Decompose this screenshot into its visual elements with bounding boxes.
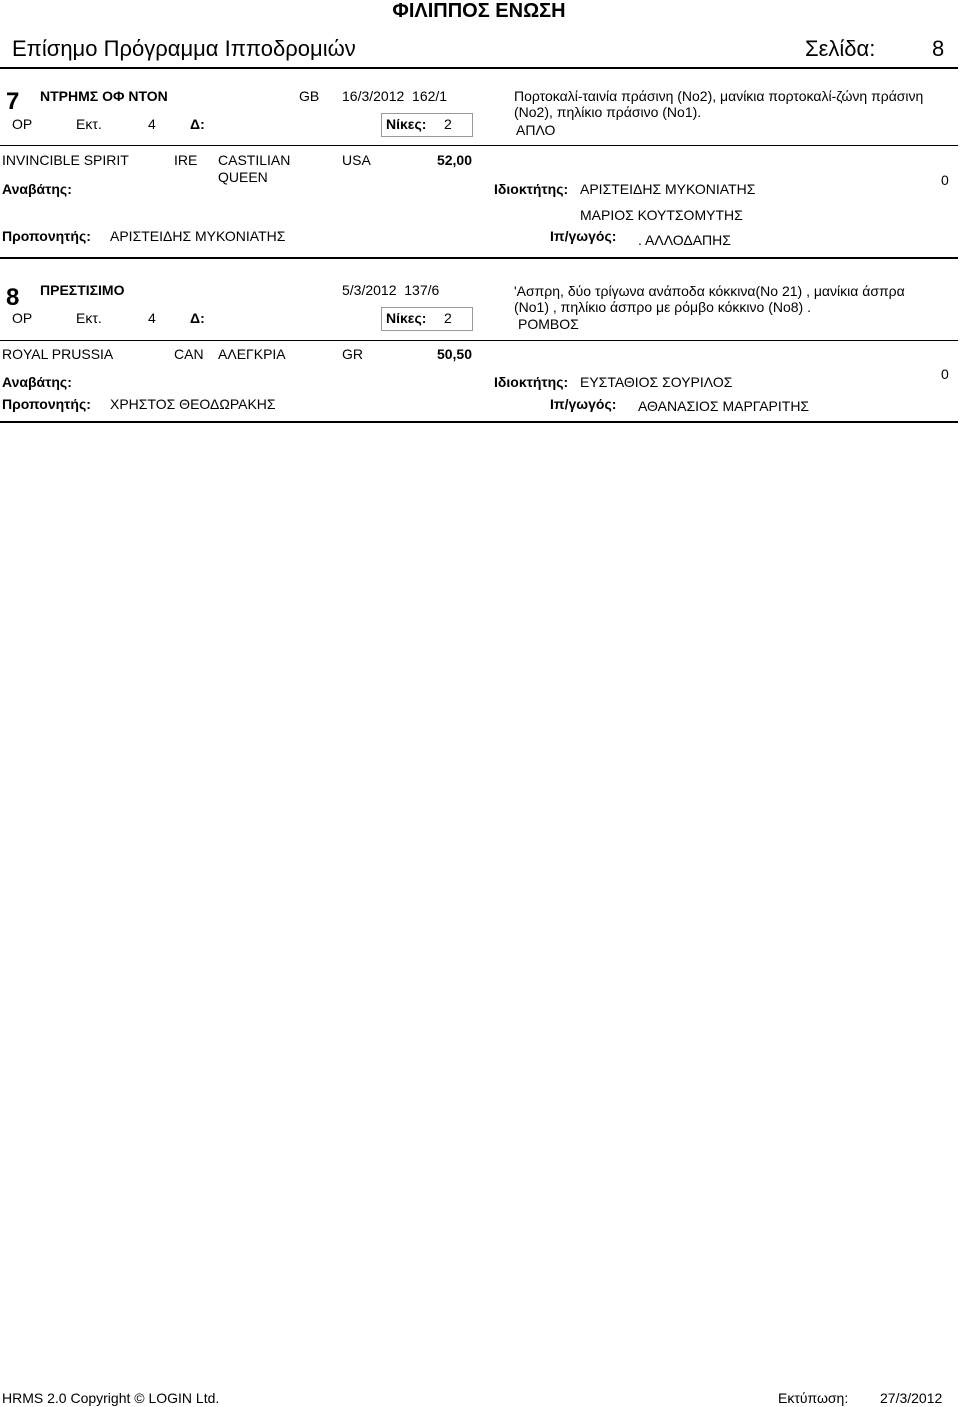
owner-label: Ιδιοκτήτης:	[494, 374, 569, 390]
page-title: Επίσημο Πρόγραμμα Ιπποδρομιών	[12, 36, 356, 61]
delta-label: Δ:	[190, 116, 205, 132]
dam-country: GR	[342, 346, 363, 362]
wins-value: 2	[444, 116, 452, 132]
ek-label: Εκτ.	[76, 310, 102, 326]
ek-value: 4	[148, 310, 156, 326]
dam-name-line-1: CASTILIAN	[218, 152, 291, 168]
trainer-name: ΧΡΗΣΤΟΣ ΘΕΟΔΩΡΑΚΗΣ	[110, 396, 276, 412]
trainer-label: Προπονητής:	[2, 228, 91, 244]
count-value: 0	[941, 366, 949, 382]
print-label: Εκτύπωση:	[778, 1390, 849, 1406]
horse-name: ΝΤΡΗΜΣ ΟΦ ΝΤΟΝ	[40, 88, 168, 104]
silks-line-1: 'Ασπρη, δύο τρίγωνα ανάποδα κόκκινα(Νο 21) , μανίκια άσπρα	[514, 283, 905, 299]
silks-line-2: (Νο2), πηλίκιο πράσινο (Νο1).	[514, 104, 702, 120]
code: ΟΡ	[12, 310, 33, 326]
ek-value: 4	[148, 116, 156, 132]
breeder-name: . ΑΛΛΟΔΑΠΗΣ	[638, 232, 731, 248]
horse-name: ΠΡΕΣΤΙΣΙΜΟ	[40, 282, 125, 298]
entry-end-divider	[0, 421, 958, 423]
owner-name: ΕΥΣΤΑΘΙΟΣ ΣΟΥΡΙΛΟΣ	[580, 374, 733, 390]
code: ΟΡ	[12, 116, 33, 132]
entry-divider	[0, 145, 958, 146]
weight: 52,00	[436, 152, 472, 168]
dam-country: USA	[342, 152, 371, 168]
silks-line-1: Πορτοκαλί-ταινία πράσινη (Νο2), μανίκια πορτοκαλί-ζώνη πράσινη	[514, 88, 924, 104]
trainer-name: ΑΡΙΣΤΕΙΔΗΣ ΜΥΚΟΝΙΑΤΗΣ	[110, 228, 286, 244]
entry-number: 7	[6, 88, 20, 115]
wins-box	[381, 113, 473, 137]
rider-label: Αναβάτης:	[2, 181, 72, 197]
delta-label: Δ:	[190, 310, 205, 326]
header-divider	[0, 67, 958, 69]
owner-label: Ιδιοκτήτης:	[494, 181, 569, 197]
page-label: Σελίδα:	[805, 36, 876, 61]
wins-label: Νίκες:	[386, 116, 427, 132]
copyright-text: HRMS 2.0 Copyright © LOGIN Ltd.	[2, 1390, 220, 1406]
wins-box	[381, 307, 473, 331]
trainer-label: Προπονητής:	[2, 396, 91, 412]
weight: 50,50	[436, 346, 472, 362]
breeder-label: Ιπ/γωγός:	[550, 396, 617, 412]
entry-divider	[0, 340, 958, 341]
count-value: 0	[941, 172, 949, 188]
print-date: 27/3/2012	[880, 1390, 943, 1406]
sire-country: CAN	[174, 346, 204, 362]
wins-label: Νίκες:	[386, 310, 427, 326]
silks-pattern: ΑΠΛΟ	[516, 122, 556, 138]
wins-value: 2	[444, 310, 452, 326]
date-rating: 16/3/2012 162/1	[342, 88, 448, 104]
co-owner-name: ΜΑΡΙΟΣ ΚΟΥΤΣΟΜΥΤΗΣ	[580, 207, 743, 223]
entry-number: 8	[6, 284, 20, 311]
silks-line-2: (Νο1) , πηλίκιο άσπρο με ρόμβο κόκκινο (Νο8) .	[514, 299, 811, 315]
breeder-name: ΑΘΑΝΑΣΙΟΣ ΜΑΡΓΑΡΙΤΗΣ	[638, 398, 810, 414]
rider-label: Αναβάτης:	[2, 374, 72, 390]
sire-name: INVINCIBLE SPIRIT	[2, 152, 129, 168]
sire-country: IRE	[174, 152, 198, 168]
page-number: 8	[932, 36, 945, 61]
silks-pattern: ΡΟΜΒΟΣ	[518, 316, 579, 332]
horse-country: GB	[299, 88, 320, 104]
dam-name: ΑΛΕΓΚΡΙΑ	[218, 346, 286, 362]
owner-name: ΑΡΙΣΤΕΙΔΗΣ ΜΥΚΟΝΙΑΤΗΣ	[580, 181, 756, 197]
date-rating: 5/3/2012 137/6	[342, 282, 440, 298]
sire-name: ROYAL PRUSSIA	[2, 346, 114, 362]
dam-name-line-2: QUEEN	[218, 169, 268, 185]
breeder-label: Ιπ/γωγός:	[550, 228, 617, 244]
ek-label: Εκτ.	[76, 116, 102, 132]
entry-end-divider	[0, 257, 958, 259]
club-name: ΦΙΛΙΠΠΟΣ ΕΝΩΣΗ	[392, 0, 566, 22]
